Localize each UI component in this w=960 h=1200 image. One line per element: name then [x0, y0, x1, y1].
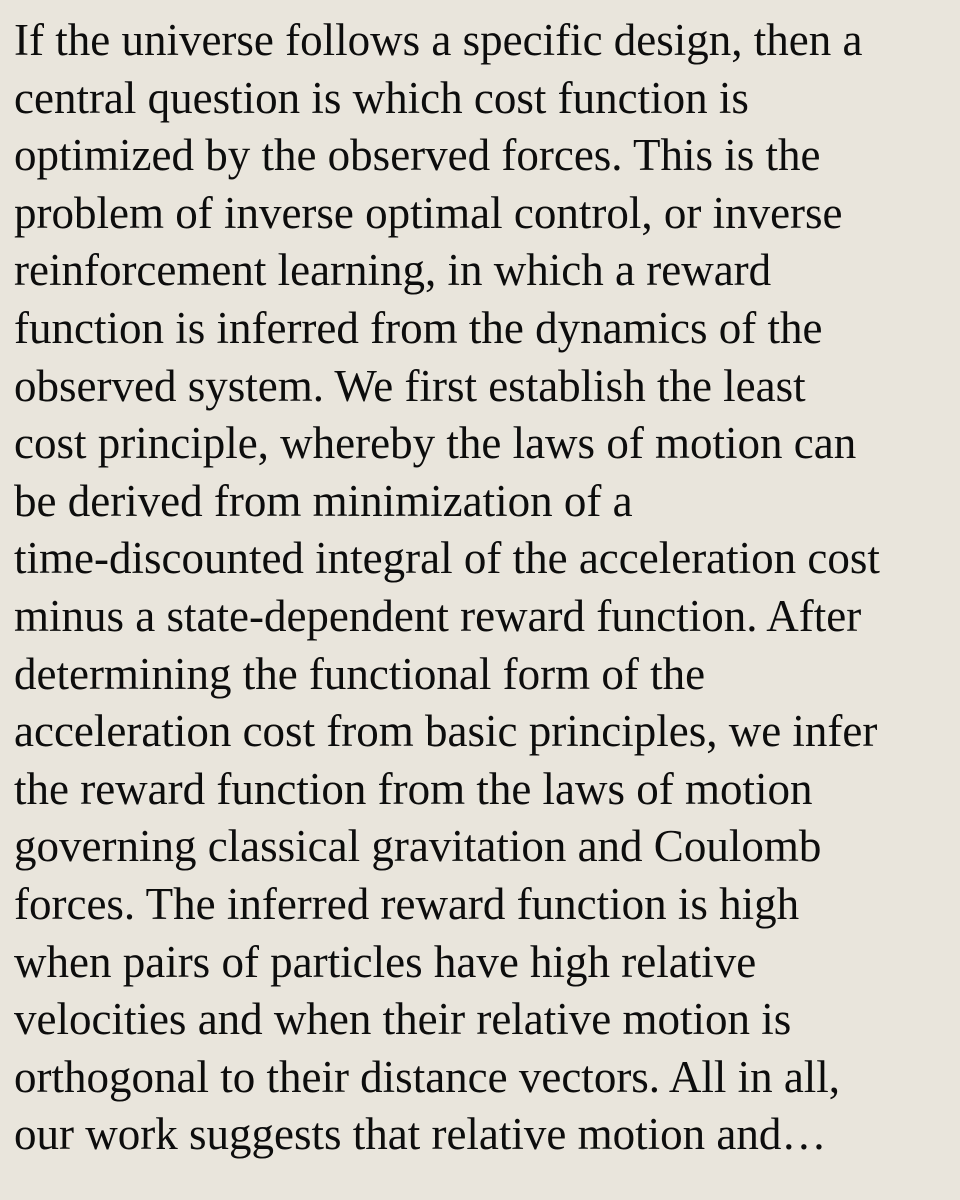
text-line: determining the functional form of the: [14, 648, 706, 699]
text-line: cost principle, whereby the laws of motion can: [14, 418, 857, 469]
text-line: when pairs of particles have high relative: [14, 936, 757, 987]
text-line: central question is which cost function is: [14, 72, 749, 123]
text-line: reinforcement learning, in which a reward: [14, 245, 772, 296]
text-line: velocities and when their relative motion is: [14, 994, 792, 1045]
text-line: governing classical gravitation and Coulomb: [14, 821, 822, 872]
text-line: optimized by the observed forces. This is the: [14, 130, 821, 181]
text-line: acceleration cost from basic principles, we infer: [14, 706, 878, 757]
text-line: forces. The inferred reward function is high: [14, 878, 800, 929]
text-line: orthogonal to their distance vectors. All in all,: [14, 1051, 841, 1102]
text-line: problem of inverse optimal control, or inverse: [14, 187, 843, 238]
text-line: be derived from minimization of a: [14, 475, 633, 526]
text-line: minus a state-dependent reward function. After: [14, 590, 862, 641]
text-line: the reward function from the laws of motion: [14, 763, 813, 814]
text-line: function is inferred from the dynamics of the: [14, 302, 823, 353]
text-line: observed system. We first establish the least: [14, 360, 806, 411]
text-line: If the universe follows a specific design, then a: [14, 15, 863, 65]
text-line: time-discounted integral of the acceleration cost: [14, 533, 880, 584]
text-line: our work suggests that relative motion and…: [14, 1109, 827, 1160]
